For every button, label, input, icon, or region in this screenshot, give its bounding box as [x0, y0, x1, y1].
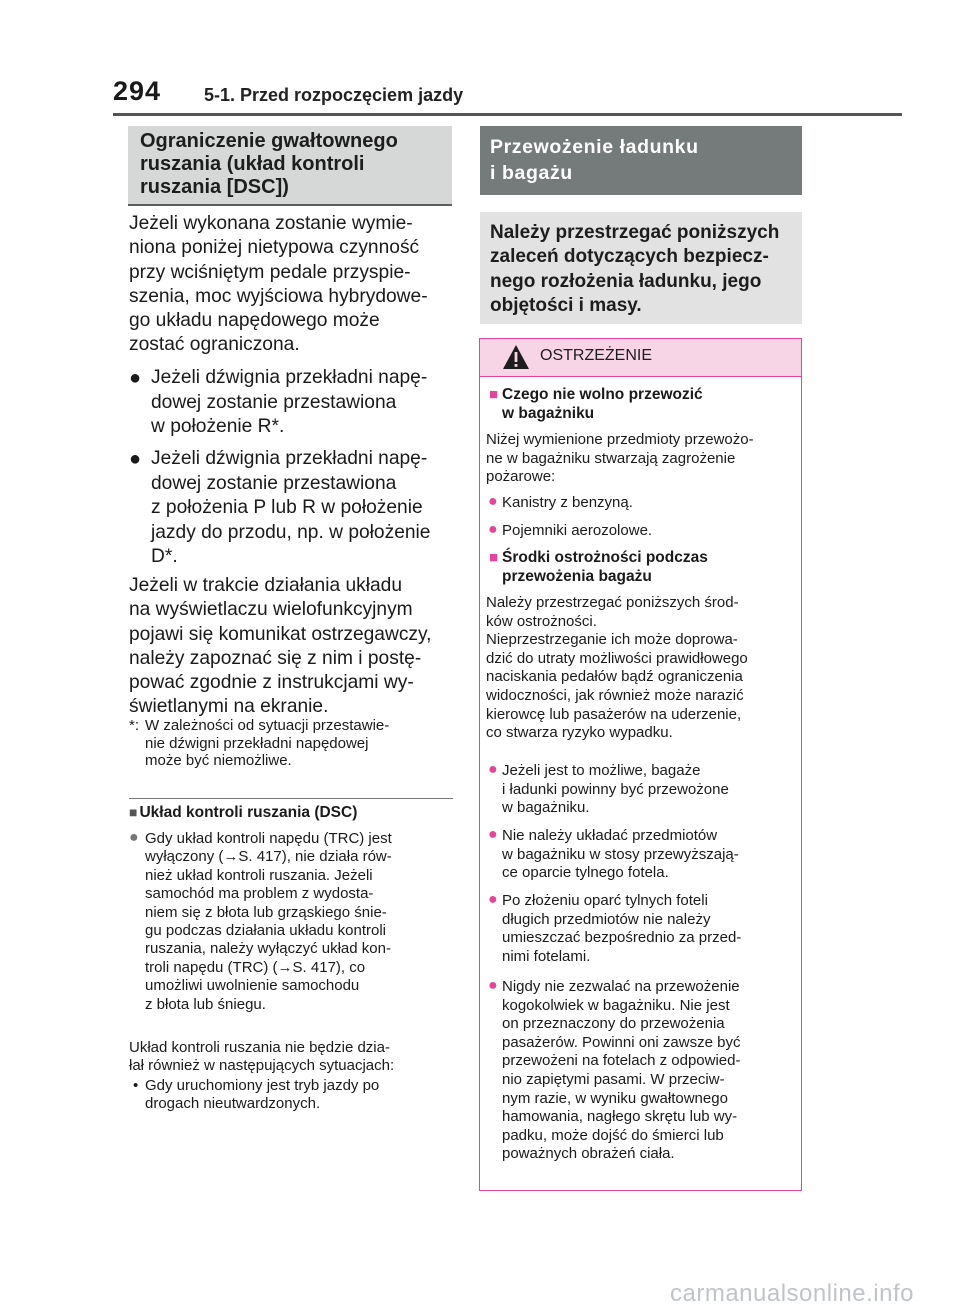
text-line: Nigdy nie zezwalać na przewożenie — [502, 978, 740, 995]
text-line: niona poniżej nietypowa czynność — [129, 237, 420, 259]
text-line: szenia, moc wyjściowa hybrydowe- — [129, 285, 428, 307]
text-line: Gdy układ kontroli napędu (TRC) jest — [145, 830, 392, 847]
bullet-dot-icon: ● — [488, 891, 498, 908]
text-line: samochód ma problem z wydosta- — [145, 885, 374, 903]
divider — [129, 798, 453, 799]
heading-line: Przewożenie ładunku — [490, 136, 699, 158]
warning-title: OSTRZEŻENIE — [540, 347, 653, 364]
bullet-dot-icon: ● — [129, 829, 139, 846]
square-bullet-icon: ■ — [489, 549, 499, 566]
text-line: Jeżeli dźwignia przekładni napę- — [151, 448, 428, 469]
heading-line: ruszania [DSC]) — [140, 176, 289, 198]
text-line: W zależności od sytuacji przestawie- — [145, 717, 390, 734]
text-line: w bagażniku. — [502, 799, 590, 817]
text-line: Nie należy układać przedmiotów — [502, 827, 718, 844]
text-line: ce oparcie tylnego fotela. — [502, 864, 669, 882]
text-line: przewożeni na fotelach z odpowied- — [502, 1052, 741, 1070]
text-line: przy wciśniętym pedale przyspie- — [129, 261, 411, 283]
heading-line: Ograniczenie gwałtownego — [140, 130, 398, 152]
text-line: nym razie, w wyniku gwałtownego — [502, 1089, 728, 1107]
text-line: Środki ostrożności podczas — [502, 549, 708, 566]
text-line: dowej zostanie przestawiona — [151, 391, 397, 413]
message-paragraph — [129, 574, 459, 720]
text-line: umożliwi uwolnienie samochodu — [145, 977, 360, 995]
text-line: go układu napędowego może — [129, 310, 380, 332]
text-line: jazdy do przodu, np. w położenie — [151, 521, 431, 543]
text-line: należy zapoznać się z nim i postę- — [129, 647, 422, 669]
section-title: 5-1. Przed rozpoczęciem jazdy — [204, 85, 464, 105]
text-line: ruszania, należy wyłączyć układ kon- — [145, 940, 391, 958]
text-line: może być niemożliwe. — [145, 752, 292, 769]
text-line: długich przedmiotów nie należy — [502, 910, 711, 928]
header-divider — [113, 113, 902, 116]
text-line: przewożenia bagażu — [502, 567, 652, 585]
bullet-icon: • — [133, 1077, 139, 1094]
text-line: Pojemniki aerozolowe. — [502, 522, 653, 539]
text-line: kierowcę lub pasażerów na uderzenie, — [486, 705, 742, 723]
text-line: objętości i masy. — [490, 294, 642, 316]
text-line: Jeżeli wykonana zostanie wymie- — [129, 213, 413, 234]
text-line: nego rozłożenia ładunku, jego — [490, 270, 762, 292]
text-line: i ładunki powinny być przewożone — [502, 780, 729, 798]
text-line: Kanistry z benzyną. — [502, 494, 633, 511]
text-line: widoczności, jak również może narazić — [486, 686, 744, 704]
warning-paragraph — [486, 594, 796, 743]
watermark: carmanualsonline.info — [670, 1280, 914, 1307]
right-section-heading — [480, 126, 802, 195]
heading-line: i bagażu — [490, 162, 573, 184]
bullet-dot-icon: ● — [488, 493, 498, 510]
text-line: nie dźwigni przekładni napędowej — [145, 734, 369, 752]
text-line: z błota lub śniegu. — [145, 995, 266, 1013]
text-line: Czego nie wolno przewozić — [502, 386, 703, 403]
text-line: świetlanymi na ekranie. — [129, 696, 329, 718]
text-line: dzić do utraty możliwości prawidłowego — [486, 649, 748, 667]
text-line: Nieprzestrzeganie ich może doprowa- — [486, 631, 738, 649]
square-bullet-icon: ■ — [489, 386, 499, 403]
text-line: kogokolwiek w bagażniku. Nie jest — [502, 996, 730, 1014]
text-line: on przeznaczony do przewożenia — [502, 1015, 725, 1033]
text-line: poważnych obrażeń ciała. — [502, 1145, 675, 1163]
text-line: ne w bagażniku stwarzają zagrożenie — [486, 449, 736, 467]
bullet-dot-icon: ● — [129, 367, 142, 389]
text-line: drogach nieutwardzonych. — [145, 1095, 321, 1112]
text-line: troli napędu (TRC) (→S. 417), co — [145, 958, 366, 976]
text-line: z położenia P lub R w położenie — [151, 497, 423, 518]
text-line: w bagażniku w stosy przewyższają- — [502, 845, 739, 863]
text-line: gu podczas działania układu kontroli — [145, 922, 386, 940]
page-number: 294 — [113, 76, 162, 106]
text-line: Układ kontroli ruszania nie będzie dzia- — [129, 1039, 390, 1056]
text-line: zaleceń dotyczących bezpiecz- — [490, 246, 769, 268]
bullet-dot-icon: ● — [129, 448, 142, 470]
dsc-heading — [129, 804, 357, 822]
heading-line: ruszania (układ kontroli — [140, 153, 365, 175]
text-line: Jeżeli jest to możliwe, bagaże — [502, 762, 701, 779]
warning-triangle-icon — [502, 344, 530, 370]
text-line: wyłączony (→S. 417), nie działa rów- — [145, 848, 392, 866]
text-line: D*. — [151, 546, 178, 567]
text-line: pożarowe: — [486, 468, 556, 486]
bullet-dot-icon: ● — [488, 761, 498, 778]
text-line: łał również w następujących sytuacjach: — [129, 1057, 395, 1074]
footnote-mark: *: — [129, 717, 140, 734]
text-line: Gdy uruchomiony jest tryb jazdy po — [145, 1077, 380, 1094]
text-line: na wyświetlaczu wielofunkcyjnym — [129, 599, 413, 621]
text-line: naciskania pedałów bądź ograniczenia — [486, 668, 743, 686]
bullet-dot-icon: ● — [488, 521, 498, 538]
left-section-heading — [128, 126, 452, 206]
text-line: w położenie R*. — [151, 416, 285, 437]
text-line: pojawi się komunikat ostrzegawczy, — [129, 623, 432, 645]
heading-text: Układ kontroli ruszania (DSC) — [139, 804, 358, 821]
text-line: w bagażniku — [502, 404, 595, 422]
text-line: pasażerów. Powinni oni zawsze być — [502, 1033, 741, 1051]
text-line: Należy przestrzegać poniższych środ- — [486, 594, 739, 611]
text-line: Jeżeli dźwignia przekładni napę- — [151, 367, 428, 388]
text-line: Jeżeli w trakcie działania układu — [129, 575, 403, 596]
text-line: nimi fotelami. — [502, 947, 591, 965]
text-line: co stwarza ryzyko wypadku. — [486, 724, 673, 742]
text-line: hamowania, nagłego skrętu lub wy- — [502, 1108, 738, 1126]
square-bullet-icon: ■ — [129, 804, 138, 820]
warning-paragraph — [486, 431, 796, 487]
text-line: niem się z błota lub grząskiego śnie- — [145, 903, 387, 921]
text-line: nio zapiętymi pasami. W przeciw- — [502, 1070, 725, 1088]
dsc-paragraph — [129, 1039, 459, 1075]
info-box — [480, 212, 802, 324]
text-line: Należy przestrzegać poniższych — [490, 222, 780, 243]
text-line: padku, może dojść do śmierci lub — [502, 1126, 724, 1144]
intro-paragraph — [129, 212, 459, 358]
text-line: pować zgodnie z instrukcjami wy- — [129, 672, 414, 694]
text-line: ków ostrożności. — [486, 612, 597, 630]
text-line: nież układ kontroli ruszania. Jeżeli — [145, 866, 373, 884]
text-line: Niżej wymienione przedmioty przewożo- — [486, 431, 754, 448]
text-line: Po złożeniu oparć tylnych foteli — [502, 892, 708, 909]
text-line: dowej zostanie przestawiona — [151, 472, 397, 494]
bullet-dot-icon: ● — [488, 826, 498, 843]
text-line: zostać ograniczona. — [129, 334, 300, 356]
text-line: umieszczać bezpośrednio za przed- — [502, 929, 742, 947]
bullet-dot-icon: ● — [488, 977, 498, 994]
